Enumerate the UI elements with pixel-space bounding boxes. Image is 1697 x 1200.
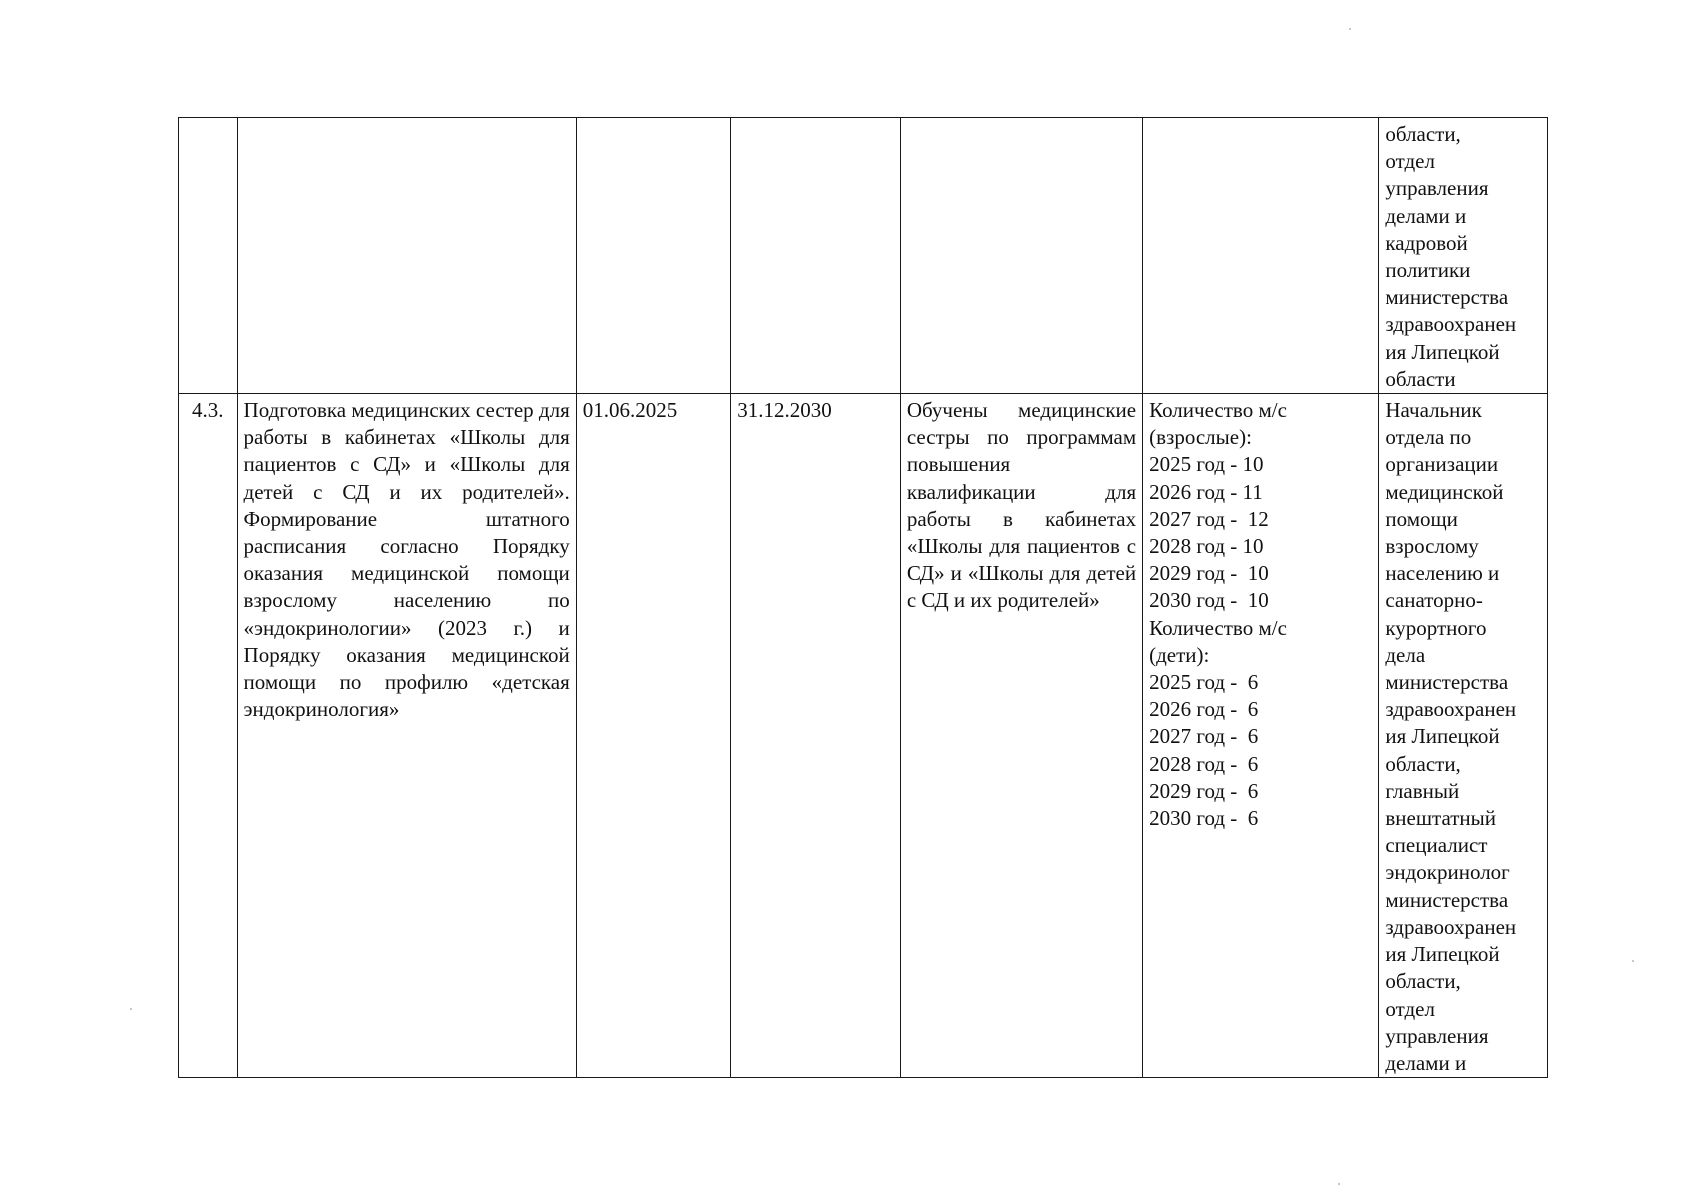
cell-number-empty	[179, 118, 238, 394]
responsible-line: области,	[1385, 751, 1461, 776]
responsible-line: области,	[1385, 122, 1461, 146]
responsible-line: здравоохранен	[1385, 697, 1517, 722]
indicator-line: Количество м/с	[1149, 615, 1287, 640]
cell-start-empty	[576, 118, 730, 394]
indicator-line: Количество м/с	[1149, 398, 1287, 423]
responsible-line: политики	[1385, 258, 1471, 283]
indicator-line: (дети):	[1149, 642, 1210, 667]
responsible-line: санаторно-	[1385, 588, 1483, 613]
indicator-line: 2026 год - 6	[1149, 697, 1259, 722]
responsible-line: внештатный	[1385, 806, 1496, 831]
indicator-line: 2030 год - 10	[1149, 588, 1269, 613]
indicator-line: 2030 год - 6	[1149, 806, 1259, 831]
responsible-line: дела	[1385, 642, 1426, 667]
expected-result: Обучены медицинские сестры по программам повышения квалификации для работы в кабинетах «Школы для пациентов с СД» и «Школы для детей с СД и их родителей»	[906, 398, 1137, 613]
indicator-line: 2028 год - 6	[1149, 751, 1259, 776]
responsible-line: ия Липецкой	[1385, 339, 1500, 364]
indicator-line: 2027 год - 6	[1149, 724, 1259, 749]
indicator-line: 2029 год - 6	[1149, 778, 1259, 803]
cell-number	[179, 394, 238, 1078]
responsible-line: области,	[1385, 969, 1461, 994]
responsible-line: делами и	[1385, 203, 1467, 228]
cell-end-date	[731, 394, 901, 1078]
responsible-line: организации	[1385, 452, 1499, 477]
cell-indicator	[1143, 394, 1379, 1078]
table-row-continuation	[179, 118, 1548, 394]
responsible-line: ия Липецкой	[1385, 942, 1500, 967]
responsible-line: отдел	[1385, 996, 1435, 1021]
responsible-line: отдел	[1385, 149, 1435, 174]
indicator-line: (взрослые):	[1149, 425, 1252, 450]
responsible-line: Начальник	[1385, 398, 1482, 423]
scan-speck	[1632, 960, 1634, 962]
responsible-line: министерства	[1385, 670, 1509, 695]
cell-indicator-empty	[1143, 118, 1379, 394]
responsible-line: взрослому	[1385, 534, 1479, 559]
indicator-line: 2025 год - 6	[1149, 670, 1259, 695]
indicator-line: 2025 год - 10	[1149, 452, 1264, 477]
scan-speck	[1338, 1183, 1340, 1185]
responsible-line: делами и	[1385, 1050, 1467, 1075]
responsible-line: здравоохранен	[1385, 312, 1517, 337]
responsible-line: медицинской	[1385, 479, 1504, 504]
end-date: 31.12.2030	[737, 398, 832, 423]
cell-result-empty	[900, 118, 1142, 394]
responsible-line: области	[1385, 366, 1456, 391]
responsible-line: специалист	[1385, 833, 1488, 858]
responsible-line: управления	[1385, 176, 1489, 201]
cell-name-empty	[237, 118, 576, 394]
responsible-line: управления	[1385, 1023, 1489, 1048]
row-number: 4.3.	[192, 398, 224, 423]
responsible-line: министерства	[1385, 285, 1509, 310]
cell-start-date	[576, 394, 730, 1078]
cell-responsible-continuation	[1379, 118, 1548, 394]
indicator-line: 2026 год - 11	[1149, 479, 1263, 504]
indicator-line: 2028 год - 10	[1149, 534, 1264, 559]
responsible-line: отдела по	[1385, 425, 1472, 450]
indicator-line: 2029 год - 10	[1149, 561, 1269, 586]
responsible-line: помощи	[1385, 506, 1458, 531]
responsible-line: курортного	[1385, 615, 1487, 640]
indicator-line: 2027 год - 12	[1149, 506, 1269, 531]
responsible-line: населению и	[1385, 561, 1500, 586]
responsible-line: здравоохранен	[1385, 914, 1517, 939]
cell-responsible	[1379, 394, 1548, 1078]
table-row-4-3	[179, 394, 1548, 1078]
cell-name	[237, 394, 576, 1078]
scan-speck	[1349, 28, 1351, 30]
responsible-line: кадровой	[1385, 230, 1468, 255]
cell-result	[900, 394, 1142, 1078]
responsible-line: ия Липецкой	[1385, 724, 1500, 749]
responsible-line: главный	[1385, 778, 1460, 803]
responsible-line: эндокринолог	[1385, 860, 1510, 885]
scan-speck	[130, 1008, 132, 1010]
start-date: 01.06.2025	[582, 398, 678, 423]
action-plan-table	[178, 117, 1548, 1078]
responsible-line: министерства	[1385, 887, 1509, 912]
measure-name: Подготовка медицинских сестер для работы в кабинетах «Школы для пациентов с СД» и «Школы для детей с СД и их родителей». Формирование штатного расписания согласно Порядку оказания медицинской помощи взрослому населению по «эндокринологии» (2023 г.) и Порядку оказания медицинской помощи по профилю «детская эндокринология»	[243, 398, 570, 722]
cell-end-empty	[731, 118, 901, 394]
